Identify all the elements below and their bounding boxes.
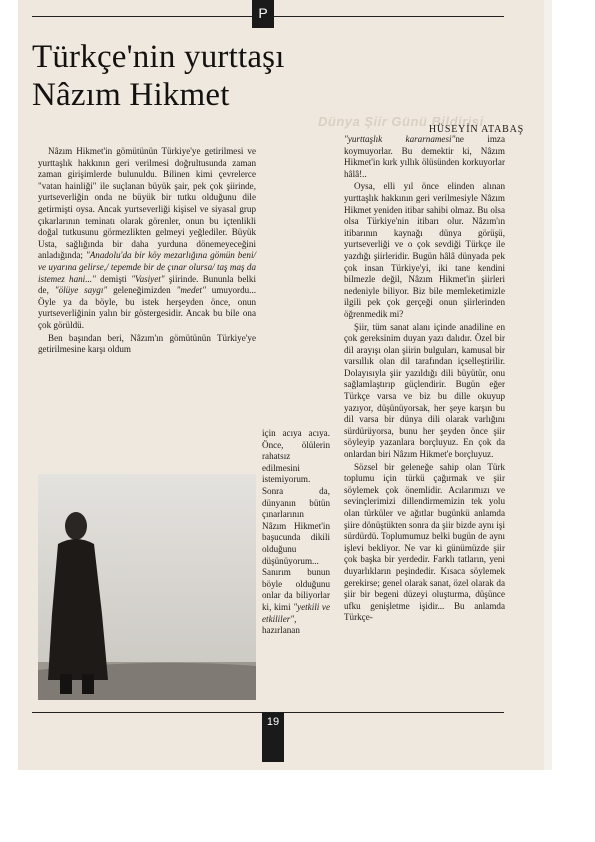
title-line-2: Nâzım Hikmet: [32, 77, 230, 113]
paragraph: Ben başından beri, Nâzım'ın gömütünün Türkiye'ye getirilmesine karşı oldum: [38, 332, 256, 355]
paragraph: Nâzım Hikmet'in gömütünün Türkiye'ye getirilmesi ve yurttaşlık hakkının geri verilmesi doğrultusunda zaman zaman girişimlerde bulunuldu. Bilinen kimi çevrelerce "vatan hainliği" ile suçlanan büyük şair, pek çok şiirinde, yurtseverliğin onda ne büyük bir tutku olduğunu dile getirmişti oysa. Ancak yurtseverliği kişisel ve siyasal grup çıkarlarının teminatı olarak görenler, onun bu içtenlikli doğal tutkusunu görmezlikten gelmeyi yeğlediler. Büyük Usta, sağlığında bir daha yurduna dönemeyeceğini anladığında; "Anadolu'da bir köy mezarlığına gömün beni/ ve uyarına gelirse,/ tepemde bir de çınar olursa/ taş maş da istemez hani..." demişti "Vasiyet" şiirinde. Bununla belki de, "ölüye saygı" geleneğimizden "medet" umuyordu... Öyle ya da böyle, bu istek herşeyden önce, onun yurtseverliğinin yalın bir göstergesidir. Ancak bu bile ona çok görüldü.: [38, 146, 256, 330]
nazim-hikmet-photo: [38, 474, 256, 700]
bleed-through-text: Dünya Şiir Günü Bildirisi: [318, 114, 484, 129]
article-title: [32, 38, 285, 114]
paragraph: için acıya acıya. Önce, ölülerin rahatsız edilmesini istemiyorum. Sonra da, dünyanın bütün çınarlarının Nâzım Hikmet'in başucunda dikili olduğunu düşünüyorum... Sanırım bunun böyle olduğunu onlar da biliyorlar ki, kimi "yetkili ve etkililer", hazırlanan: [262, 428, 330, 636]
title-line-1: Türkçe'nin yurttaşı: [32, 39, 285, 75]
narrow-column: [262, 428, 330, 637]
paragraph: Sözsel bir geleneğe sahip olan Türk toplumu için türkü çağırmak ve şiir söylemek çok önemlidir. Acılarımızı ve sevinçlerimizi dillendirmemizin tek yolu olan türküler ve ağıtlar bugünkü anlamda şiire dönüştükten sonra da şiir bizde aynı işi sürdürdü. Toplumumuz belki bugün de aynı işlevi bekliyor. Ne var ki günümüzde şiir çok başka bir yerdedir. Farklı tatların, yeni duyarlıkların peşindedir. Kısaca söylemek gerekirse; genel olarak sanat, özel olarak da şiir bir begeni düzeyi oluşturma, düşünce ufku genişletme işidir... Bu anlamda Türkçe-: [344, 461, 505, 623]
paragraph: Şiir, tüm sanat alanı içinde anadiline en çok gereksinim duyan yazı dalıdır. Özel bir dil arayışı olan şiirin bulguları, kamusal bir varsıllık olan dil tarafından içselleştirilir. Dolayısıyla şiir yazıldığı dili büyütür, onu sağlamlaştırıp güçlendirir. Bugün eğer Türkçe varsa ve biz bu dille okuyup yazıyor, düşünüyorsak, her şeye karşın bu dil varsa bir dünya dili olarak varlığını sürdürüyorsa, bunu her şeyden önce şiir söyleyip yazanlara borçluyuz. En çok da onlardan biri Nâzım Hikmet'e borçluyuz.: [344, 321, 505, 460]
paragraph: "yurttaşlık kararnamesi"ne imza koymuyorlar. Bu demektir ki, Nâzım Hikmet'in kırk yıllık ölüsünden korkuyorlar hâlâ!..: [344, 134, 506, 179]
right-column: [344, 134, 505, 624]
paragraph: Oysa, elli yıl önce elinden alınan yurttaşlık hakkının geri verilmesiyle Nâzım Hikmet yeniden itibar sahibi olmaz. Bu olsa olsa Türkiye'nin itibarı olur. Nâzım'ın itibarının kaynağı dünya görüşü, yurtseverliği ve o çok sevdiği Türkçe ile yazdığı şiirleridir. Bugün hâlâ dünyada pek çok insan Türkiye'yi, iki tane kendini bilmezle değil, Nâzım Hikmet'in şiirleri nedeniyle biliyor. Biz bile memleketimizle ilgili pek çok gerçeği onun şiirlerinden öğrenmedik mi?: [344, 181, 505, 319]
page-edge: [544, 0, 552, 770]
left-column: [38, 146, 256, 356]
section-tab: P: [252, 0, 274, 28]
author-name: HÜSEYİN ATABAŞ: [428, 124, 524, 135]
page-number: 19: [262, 712, 284, 762]
photo-image: [38, 474, 256, 700]
